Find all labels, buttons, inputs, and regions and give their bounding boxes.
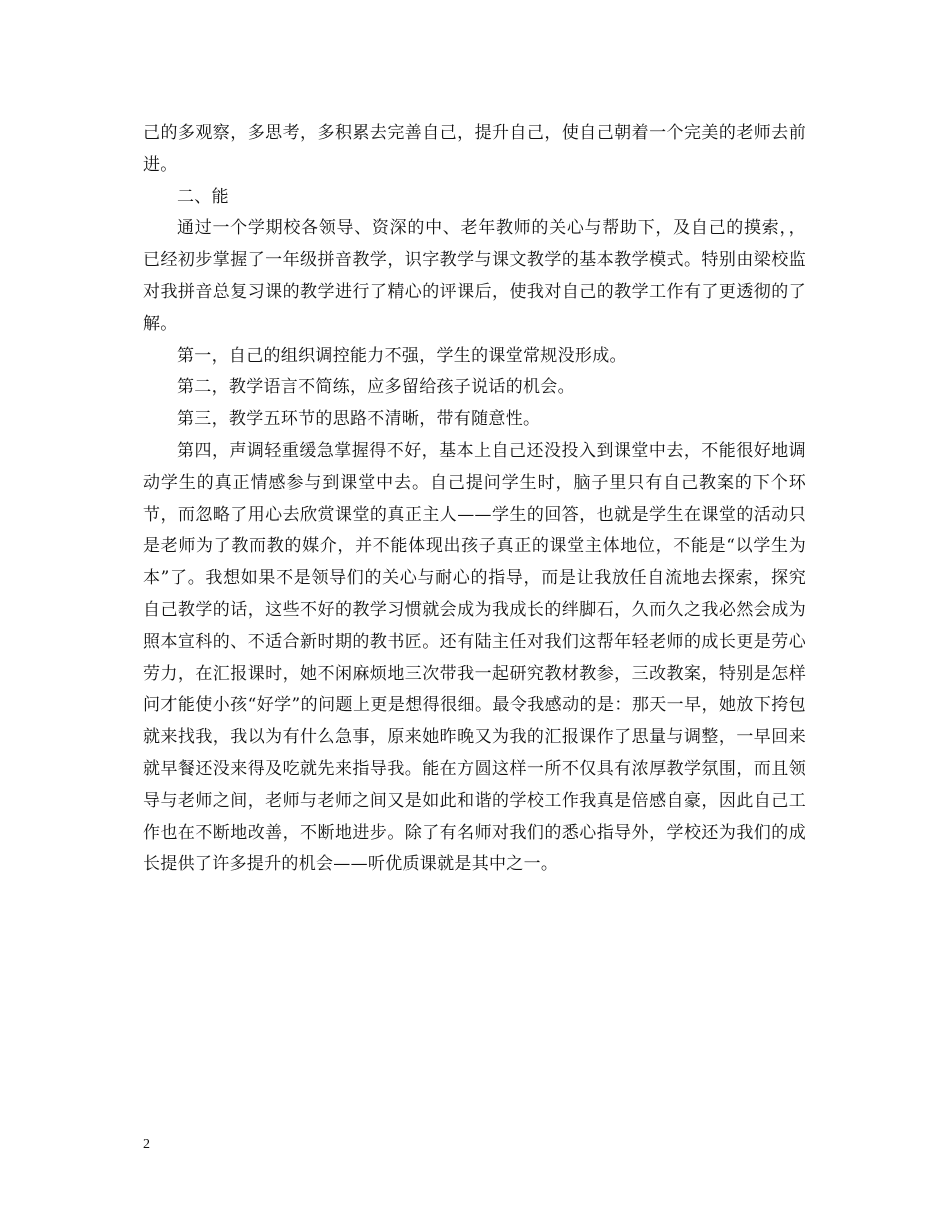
section-heading: 二、能 [177,186,229,207]
paragraph-point-3: 第三，教学五环节的思路不清晰，带有随意性。 [177,409,541,430]
paragraph-intro: 通过一个学期校各领导、资深的中、老年教师的关心与帮助下，及自己的摸索，，已经初步掌握了一年级拼音教学，识字教学与课文教学的基本教学模式。特别由梁校监对我拼音总复习课的教学进行了精心的评课后，使我对自己的教学工作有了更透彻的了解。 [143,218,806,334]
document-body [143,118,806,881]
paragraph-point-2: 第二，教学语言不简练，应多留给孩子说话的机会。 [177,377,575,398]
page-number: 2 [143,1137,150,1152]
paragraph-continuation: 己的多观察，多思考，多积累去完善自己，提升自己，使自己朝着一个完美的老师去前进。 [143,123,806,175]
paragraph-point-1: 第一，自己的组织调控能力不强，学生的课堂常规没形成。 [177,345,627,366]
paragraph-point-4: 第四，声调轻重缓急掌握得不好，基本上自己还没投入到课堂中去，不能很好地调动学生的真正情感参与到课堂中去。自己提问学生时，脑子里只有自己教案的下个环节，而忽略了用心去欣赏课堂的真正主人——学生的回答，也就是学生在课堂的活动只是老师为了教而教的媒介，并不能体现出孩子真正的课堂主体地位，不能是“以学生为本”了。我想如果不是领导们的关心与耐心的指导，而是让我放任自流地去探索，探究自己教学的话，这些不好的教学习惯就会成为我成长的绊脚石，久而久之我必然会成为照本宣科的、不适合新时期的教书匠。还有陆主任对我们这帮年轻老师的成长更是劳心劳力，在汇报课时，她不闲麻烦地三次带我一起研究教材教参，三改教案，特别是怎样问才能使小孩“好学”的问题上更是想得很细。最令我感动的是：那天一早，她放下挎包就来找我，我以为有什么急事，原来她昨晚又为我的汇报课作了思量与调整，一早回来就早餐还没来得及吃就先来指导我。能在方圆这样一所不仅具有浓厚教学氛围，而且领导与老师之间，老师与老师之间又是如此和谐的学校工作我真是倍感自豪，因此自己工作也在不断地改善，不断地进步。除了有名师对我们的悉心指导外，学校还为我们的成长提供了许多提升的机会——听优质课就是其中之一。 [143,440,806,875]
